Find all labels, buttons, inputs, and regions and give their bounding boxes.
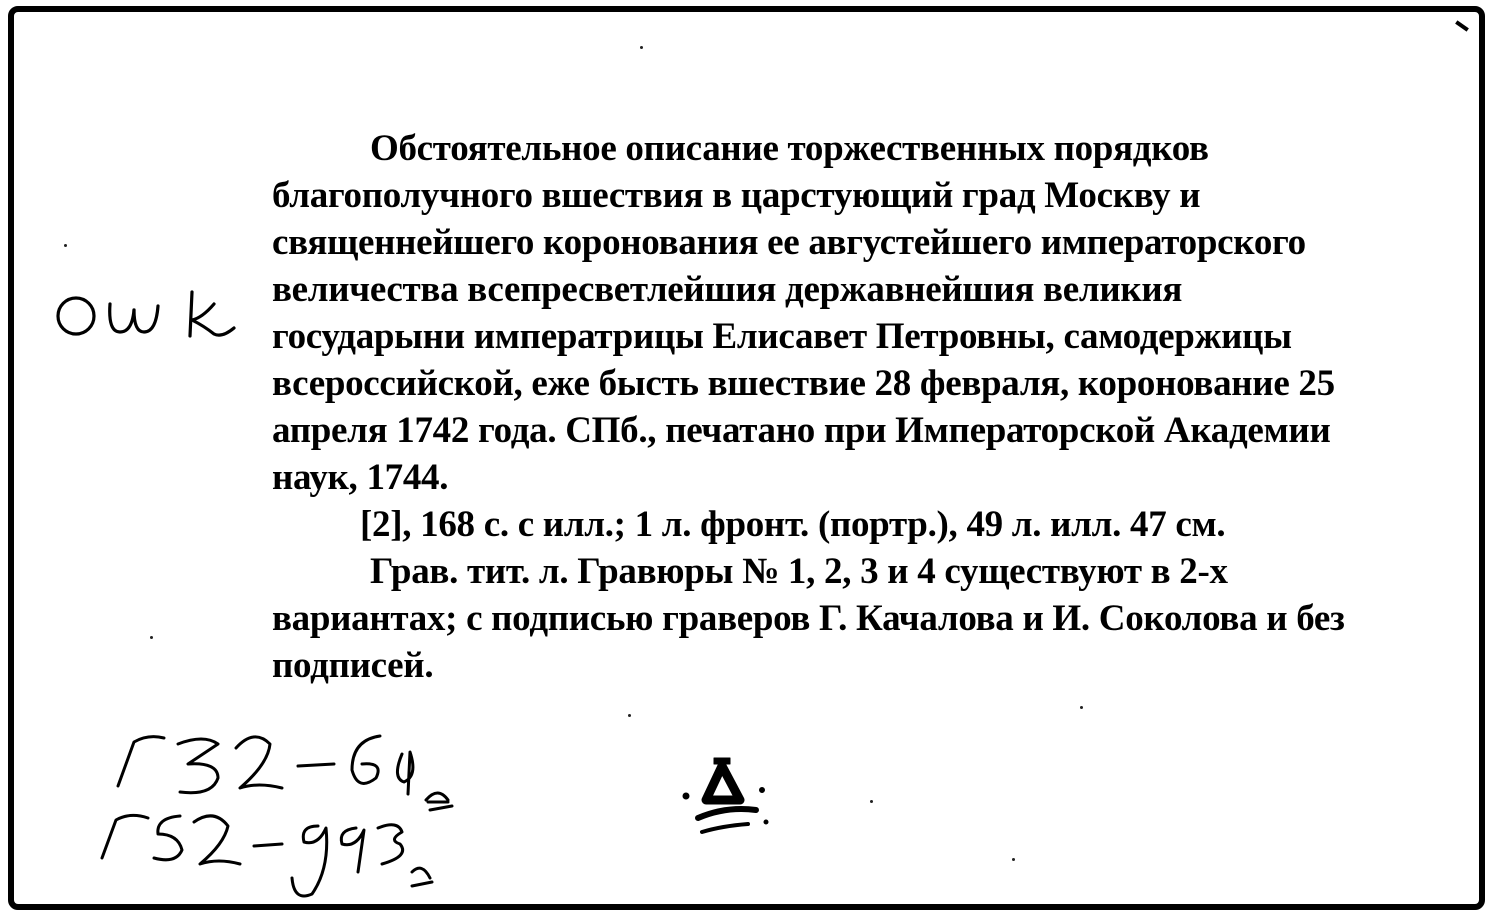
library-stamp-mark <box>676 752 776 847</box>
title-paragraph: Обстоятельное описание торжественных порядков благополучного вшествия в царстующий град Москву и священнейшего коронования ее августейшего императорского величества всепресветлейшия державнейшия великия государыни императрицы Елисавет Петровны, самодержицы всероссийской, еже бысть вшествие 28 февраля, коронование 25 апреля 1742 года. СПб., печатано при Императорской Академии наук, 1744. <box>272 128 1335 498</box>
scan-speck <box>64 244 67 247</box>
handwritten-shelfmark-2-drawing <box>82 798 442 908</box>
scan-speck <box>150 636 153 639</box>
scan-speck <box>628 714 631 717</box>
scan-speck <box>870 800 873 803</box>
bibliographic-entry <box>272 125 1382 689</box>
scan-speck <box>1080 706 1083 709</box>
handwritten-ouk-drawing <box>52 282 252 352</box>
handwritten-mark-ouk <box>52 282 252 352</box>
collation-line: [2], 168 с. с илл.; 1 л. фронт. (портр.), 49 л. илл. 47 см. <box>360 504 1226 545</box>
scan-speck <box>640 46 643 49</box>
stamp-drawing <box>676 752 776 842</box>
corner-tick-mark <box>1455 20 1469 31</box>
engravings-note: Грав. тит. л. Гравюры № 1, 2, 3 и 4 существуют в 2-х вариантах; с подписью граверов Г. Качалова и И. Соколова и без подписей. <box>272 551 1345 686</box>
scan-speck <box>1012 858 1015 861</box>
handwritten-shelfmark-2 <box>82 798 442 908</box>
